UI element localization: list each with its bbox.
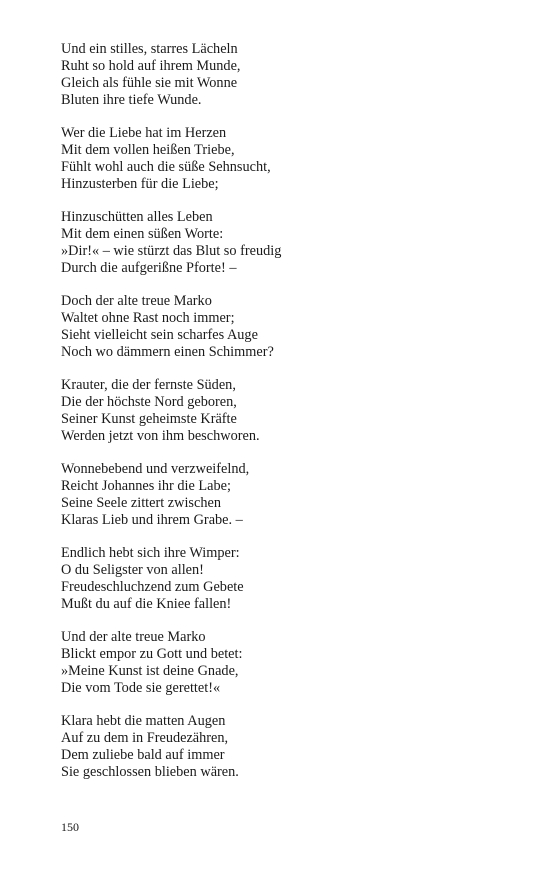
verse-line: Fühlt wohl auch die süße Sehnsucht,	[61, 159, 271, 175]
verse-line: Bluten ihre tiefe Wunde.	[61, 92, 202, 108]
verse-line: Krauter, die der fernste Süden,	[61, 377, 236, 393]
verse-line: Klaras Lieb und ihrem Grabe. –	[61, 512, 243, 528]
stanza	[61, 461, 501, 529]
verse-line: Wonnebebend und verzweifelnd,	[61, 461, 250, 477]
stanza	[61, 125, 501, 193]
stanza	[61, 629, 501, 697]
verse-line: »Meine Kunst ist deine Gnade,	[61, 663, 239, 679]
poem-text	[61, 41, 501, 797]
verse-line: Freudeschluchzend zum Gebete	[61, 579, 244, 595]
stanza	[61, 545, 501, 613]
verse-line: Und ein stilles, starres Lächeln	[61, 41, 238, 57]
verse-line: O du Seligster von allen!	[61, 562, 204, 578]
stanza	[61, 41, 501, 109]
verse-line: Werden jetzt von ihm beschworen.	[61, 428, 260, 444]
verse-line: Blickt empor zu Gott und betet:	[61, 646, 243, 662]
verse-line: Wer die Liebe hat im Herzen	[61, 125, 227, 141]
verse-line: Sie geschlossen blieben wären.	[61, 764, 239, 780]
verse-line: Hinzusterben für die Liebe;	[61, 176, 219, 192]
verse-line: Mit dem vollen heißen Triebe,	[61, 142, 235, 158]
verse-line: Mußt du auf die Kniee fallen!	[61, 596, 232, 612]
verse-line: Hinzuschütten alles Leben	[61, 209, 213, 225]
verse-line: Dem zuliebe bald auf immer	[61, 747, 225, 763]
verse-line: Waltet ohne Rast noch immer;	[61, 310, 235, 326]
verse-line: Doch der alte treue Marko	[61, 293, 212, 309]
verse-line: Endlich hebt sich ihre Wimper:	[61, 545, 240, 561]
verse-line: Ruht so hold auf ihrem Munde,	[61, 58, 241, 74]
stanza	[61, 377, 501, 445]
verse-line: Sieht vielleicht sein scharfes Auge	[61, 327, 258, 343]
verse-line: Gleich als fühle sie mit Wonne	[61, 75, 238, 91]
verse-line: Seiner Kunst geheimste Kräfte	[61, 411, 237, 427]
verse-line: Durch die aufgerißne Pforte! –	[61, 260, 237, 276]
stanza	[61, 713, 501, 781]
verse-line: Die vom Tode sie gerettet!«	[61, 680, 221, 696]
verse-line: Die der höchste Nord geboren,	[61, 394, 237, 410]
stanza	[61, 209, 501, 277]
page-number: 150	[61, 820, 79, 834]
verse-line: Auf zu dem in Freudezähren,	[61, 730, 229, 746]
verse-line: Seine Seele zittert zwischen	[61, 495, 221, 511]
verse-line: Reicht Johannes ihr die Labe;	[61, 478, 231, 494]
verse-line: Klara hebt die matten Augen	[61, 713, 226, 729]
verse-line: Mit dem einen süßen Worte:	[61, 226, 224, 242]
verse-line: Noch wo dämmern einen Schimmer?	[61, 344, 274, 360]
verse-line: Und der alte treue Marko	[61, 629, 206, 645]
stanza	[61, 293, 501, 361]
verse-line: »Dir!« – wie stürzt das Blut so freudig	[61, 243, 282, 259]
